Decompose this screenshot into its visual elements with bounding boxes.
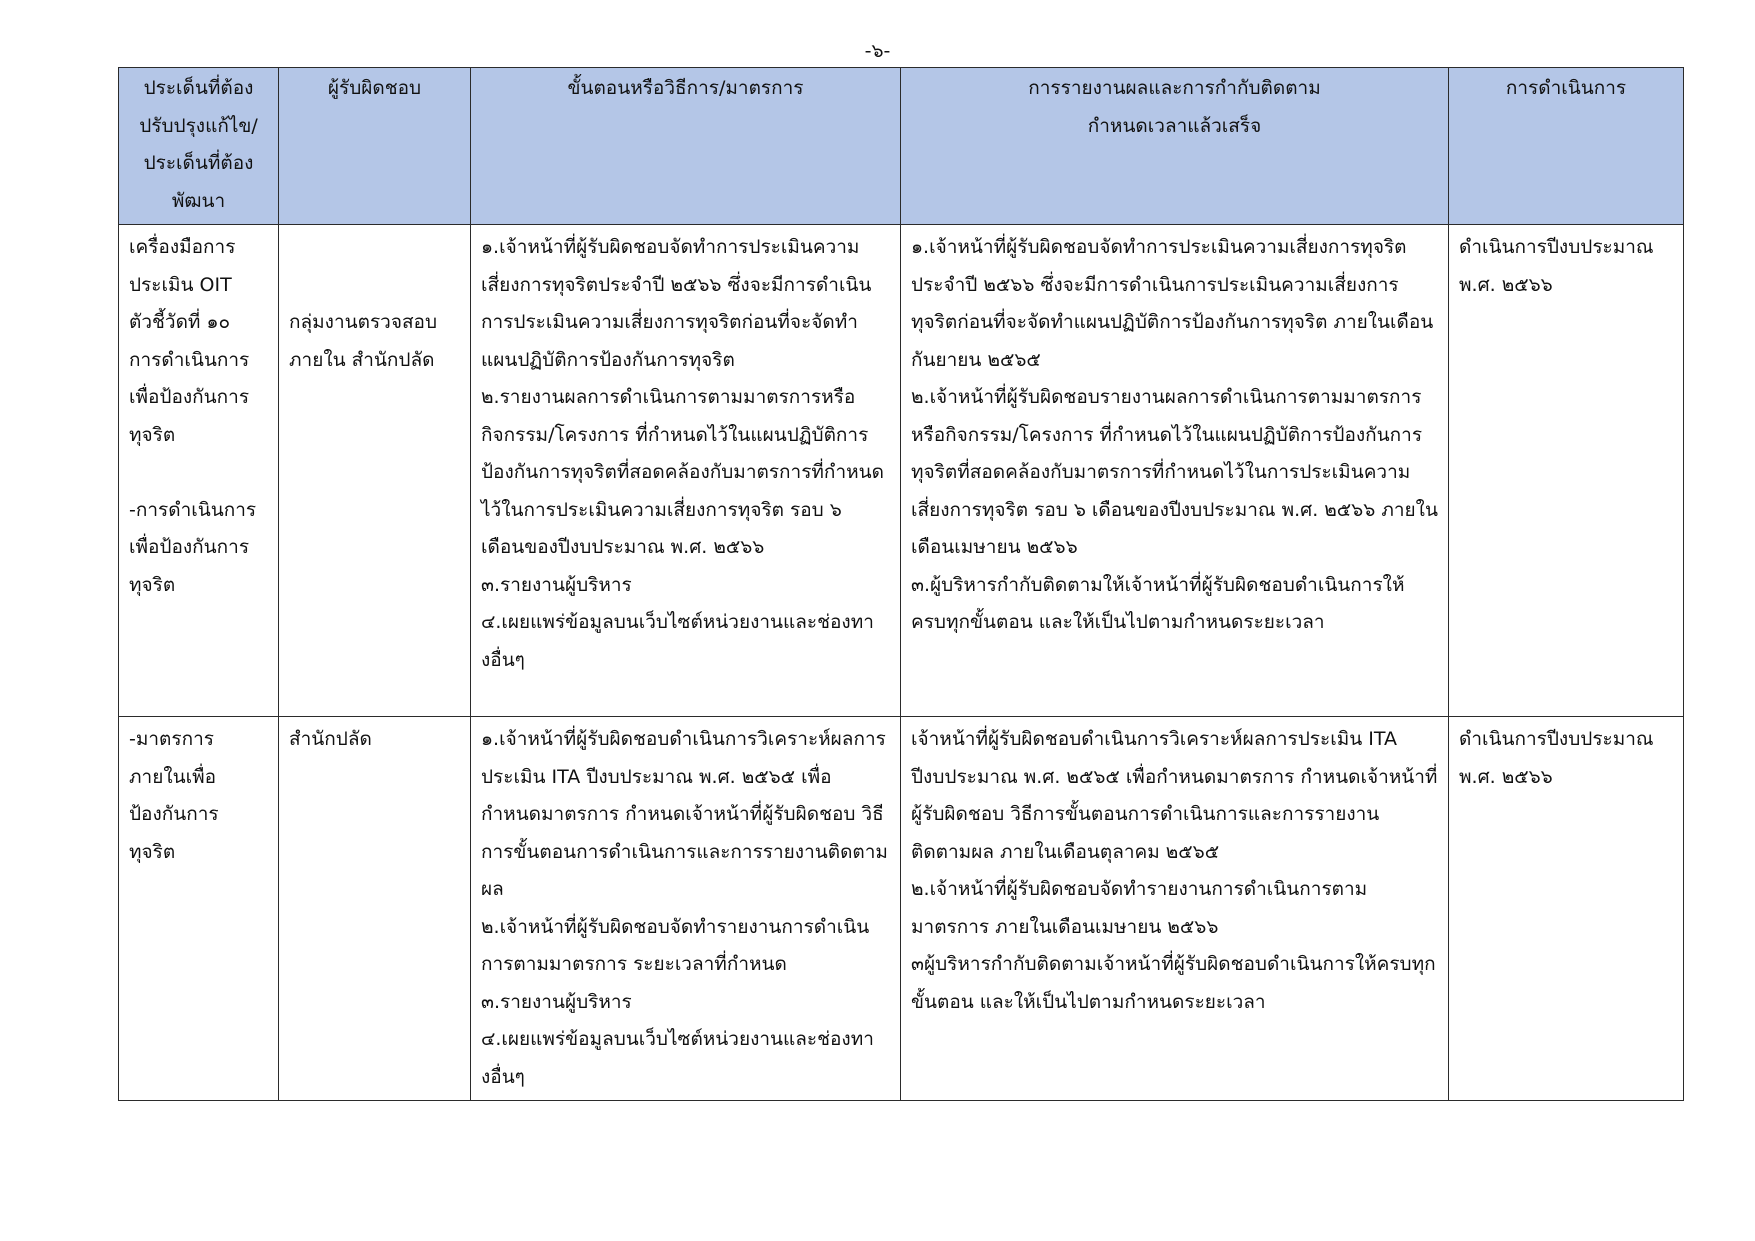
header-procedure-label: ขั้นตอนหรือวิธีการ/มาตรการ [567,77,804,99]
header-issue [119,68,279,225]
issue-spacer [129,454,268,492]
header-issue-line: พัฒนา [171,189,226,212]
page-number: -๖- [864,40,891,62]
responsible-line: สำนักปลัด [289,728,372,750]
header-reporting [901,68,1449,225]
responsible-line: ภายใน สำนักปลัด [289,348,435,371]
cell-procedure: ๑.เจ้าหน้าที่ผู้รับผิดชอบจัดทำการประเมินความเสี่ยงการทุจริตประจำปี ๒๕๖๖ ซึ่งจะมีการดำเนินการประเมินความเสี่ยงการทุจริตก่อนที่จะจัดทำแผนปฏิบัติการป้องกันการทุจริต ๒.รายงานผลการดำเนินการตามมาตรการหรือกิจกรรม/โครงการ ที่กำหนดไว้ในแผนปฏิบัติการป้องกันการทุจริตที่สอดคล้องกับมาตรการที่กำหนดไว้ในการประเมินความเสี่ยงการทุจริต รอบ ๖ เดือนของปีงบประมาณ พ.ศ. ๒๕๖๖ ๓.รายงานผู้บริหาร ๔.เผยแพร่ข้อมูลบนเว็บไซต์หน่วยงานและช่องทางอื่นๆ [471,225,901,717]
issue-line: ตัวชี้วัดที่ ๑๐ [129,311,231,333]
issue-line: ป้องกันการ [129,803,219,825]
issue-line: เครื่องมือการ [129,236,236,258]
header-responsible-label: ผู้รับผิดชอบ [327,77,422,99]
action-plan-table [118,67,1684,1101]
cell-reporting: เจ้าหน้าที่ผู้รับผิดชอบดำเนินการวิเคราะห์ผลการประเมิน ITA ปีงบประมาณ พ.ศ. ๒๕๖๕ เพื่อกำหนดมาตรการ กำหนดเจ้าหน้าที่ผู้รับผิดชอบ วิธีการขั้นตอนการดำเนินการและการรายงานติดตามผล ภายในเดือนตุลาคม ๒๕๖๕ ๒.เจ้าหน้าที่ผู้รับผิดชอบจัดทำรายงานการดำเนินการตามมาตรการ ภายในเดือนเมษายน ๒๕๖๖ ๓ผู้บริหารกำกับติดตามเจ้าหน้าที่ผู้รับผิดชอบดำเนินการให้ครบทุกขั้นตอน และให้เป็นไปตามกำหนดระยะเวลา [901,717,1449,1101]
table-row [119,717,1684,1101]
cell-responsible [279,717,471,1101]
header-operation [1449,68,1684,225]
issue-line: ทุจริต [129,840,176,863]
issue-line: เพื่อป้องกันการ [129,536,250,558]
header-procedure [471,68,901,225]
cell-responsible [279,225,471,717]
issue-line: ทุจริต [129,573,176,596]
table-row [119,225,1684,717]
cell-procedure: ๑.เจ้าหน้าที่ผู้รับผิดชอบดำเนินการวิเคราะห์ผลการประเมิน ITA ปีงบประมาณ พ.ศ. ๒๕๖๕ เพื่อกำหนดมาตรการ กำหนดเจ้าหน้าที่ผู้รับผิดชอบ วิธีการขั้นตอนการดำเนินการและการรายงานติดตามผล ๒.เจ้าหน้าที่ผู้รับผิดชอบจัดทำรายงานการดำเนินการตามมาตรการ ระยะเวลาที่กำหนด ๓.รายงานผู้บริหาร ๔.เผยแพร่ข้อมูลบนเว็บไซต์หน่วยงานและช่องทางอื่นๆ [471,717,901,1101]
header-reporting-line: กำหนดเวลาแล้วเสร็จ [1087,114,1262,137]
issue-line: -การดำเนินการ [129,498,257,521]
operation-line: ดำเนินการปีงบประมาณ [1459,236,1654,258]
responsible-spacer [289,229,460,267]
cell-operation [1449,225,1684,717]
table-header-row [119,68,1684,225]
header-issue-line: ปรับปรุงแก้ไข/ [139,114,258,137]
issue-line: ประเมิน OIT [129,273,232,296]
cell-reporting: ๑.เจ้าหน้าที่ผู้รับผิดชอบจัดทำการประเมินความเสี่ยงการทุจริตประจำปี ๒๕๖๖ ซึ่งจะมีการดำเนินการประเมินความเสี่ยงการทุจริตก่อนที่จะจัดทำแผนปฏิบัติการป้องกันการทุจริต ภายในเดือนกันยายน ๒๕๖๕ ๒.เจ้าหน้าที่ผู้รับผิดชอบรายงานผลการดำเนินการตามมาตรการหรือกิจกรรม/โครงการ ที่กำหนดไว้ในแผนปฏิบัติการป้องกันการทุจริตที่สอดคล้องกับมาตรการที่กำหนดไว้ในการประเมินความเสี่ยงการทุจริต รอบ ๖ เดือนของปีงบประมาณ พ.ศ. ๒๕๖๖ ภายในเดือนเมษายน ๒๕๖๖ ๓.ผู้บริหารกำกับติดตามให้เจ้าหน้าที่ผู้รับผิดชอบดำเนินการให้ครบทุกขั้นตอน และให้เป็นไปตามกำหนดระยะเวลา [901,225,1449,717]
header-issue-line: ประเด็นที่ต้อง [143,152,254,174]
responsible-line: กลุ่มงานตรวจสอบ [289,311,438,333]
header-operation-label: การดำเนินการ [1505,77,1627,99]
header-issue-line: ประเด็นที่ต้อง [143,77,254,99]
operation-line: พ.ศ. ๒๕๖๖ [1459,273,1553,296]
issue-line: ทุจริต [129,423,176,446]
header-reporting-line: การรายงานผลและการกำกับติดตาม [1028,77,1321,99]
operation-line: พ.ศ. ๒๕๖๖ [1459,765,1553,788]
responsible-spacer [289,267,460,305]
issue-line: -มาตรการ [129,728,214,750]
operation-line: ดำเนินการปีงบประมาณ [1459,728,1654,750]
issue-line: การดำเนินการ [129,348,250,371]
header-responsible [279,68,471,225]
cell-issue [119,225,279,717]
issue-line: เพื่อป้องกันการ [129,386,250,408]
issue-line: ภายในเพื่อ [129,765,217,788]
cell-operation [1449,717,1684,1101]
cell-issue [119,717,279,1101]
